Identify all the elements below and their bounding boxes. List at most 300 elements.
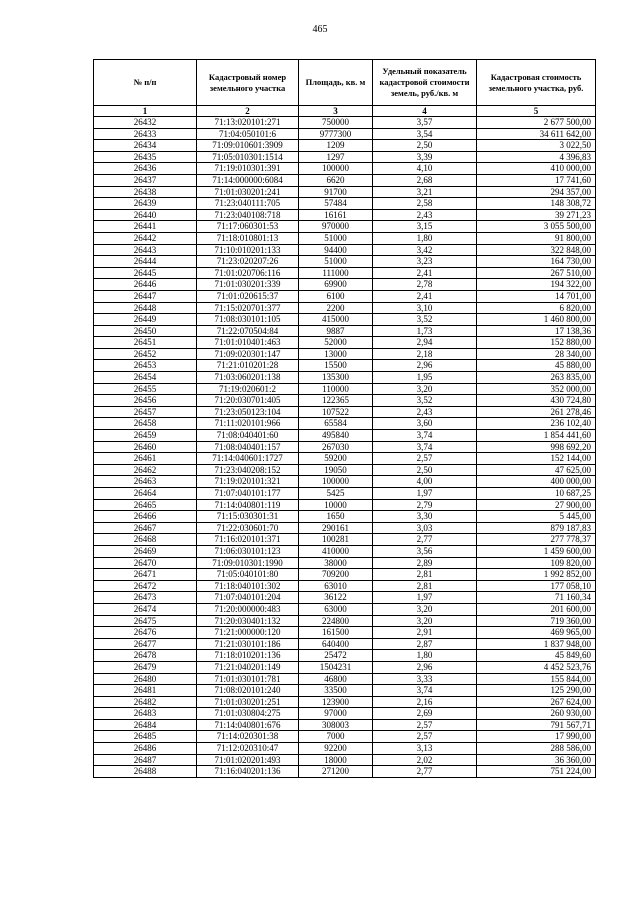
row-number-cell: 26480 [94, 673, 197, 685]
cadastral-value-cell: 277 778,37 [477, 534, 596, 546]
cadastral-value-cell: 719 360,00 [477, 615, 596, 627]
cadastral-value-cell: 201 600,00 [477, 603, 596, 615]
row-number-cell: 26440 [94, 209, 197, 221]
row-number-cell: 26448 [94, 302, 197, 314]
area-cell: 51000 [299, 256, 373, 268]
row-number-cell: 26468 [94, 534, 197, 546]
cadastral-value-cell: 4 396,83 [477, 151, 596, 163]
cadastral-id-cell: 71:19:010301:391 [197, 163, 299, 175]
table-row [94, 743, 596, 755]
area-cell: 100000 [299, 163, 373, 175]
col-header-number: № п/п [94, 60, 197, 106]
row-number-cell: 26447 [94, 290, 197, 302]
row-number-cell: 26456 [94, 395, 197, 407]
unit-value-cell: 2,96 [373, 661, 477, 673]
table-row [94, 731, 596, 743]
cadastral-value-cell: 6 820,00 [477, 302, 596, 314]
cadastral-value-cell: 17 990,00 [477, 731, 596, 743]
cadastral-value-cell: 39 271,23 [477, 209, 596, 221]
unit-value-cell: 2,41 [373, 290, 477, 302]
row-number-cell: 26441 [94, 221, 197, 233]
unit-value-cell: 3,23 [373, 256, 477, 268]
col-header-cadastral-id: Кадастровый номер земельного участка [197, 60, 299, 106]
unit-value-cell: 1,73 [373, 325, 477, 337]
table-body [94, 117, 596, 778]
row-number-cell: 26436 [94, 163, 197, 175]
unit-value-cell: 2,41 [373, 267, 477, 279]
column-index-row [94, 106, 596, 117]
table-row [94, 453, 596, 465]
table-row [94, 406, 596, 418]
table-row [94, 128, 596, 140]
cadastral-value-cell: 4 452 523,76 [477, 661, 596, 673]
table-row [94, 430, 596, 442]
cadastral-value-cell: 263 835,00 [477, 372, 596, 384]
table-row [94, 719, 596, 731]
cadastral-value-cell: 45 849,60 [477, 650, 596, 662]
area-cell: 410000 [299, 545, 373, 557]
cadastral-id-cell: 71:14:020301:38 [197, 731, 299, 743]
table-row [94, 151, 596, 163]
cadastral-value-cell: 791 567,71 [477, 719, 596, 731]
row-number-cell: 26488 [94, 766, 197, 778]
table-row [94, 476, 596, 488]
cadastral-id-cell: 71:11:020101:966 [197, 418, 299, 430]
area-cell: 52000 [299, 337, 373, 349]
cadastral-value-cell: 751 224,00 [477, 766, 596, 778]
unit-value-cell: 2,87 [373, 638, 477, 650]
cadastral-id-cell: 71:21:010201:28 [197, 360, 299, 372]
cadastral-value-cell: 194 322,00 [477, 279, 596, 291]
table-row [94, 348, 596, 360]
table-row [94, 696, 596, 708]
table-row [94, 117, 596, 129]
table-row [94, 569, 596, 581]
area-cell: 10000 [299, 499, 373, 511]
row-number-cell: 26476 [94, 627, 197, 639]
row-number-cell: 26445 [94, 267, 197, 279]
row-number-cell: 26439 [94, 198, 197, 210]
cadastral-id-cell: 71:01:010401:463 [197, 337, 299, 349]
cadastral-value-cell: 267 624,00 [477, 696, 596, 708]
unit-value-cell: 3,03 [373, 522, 477, 534]
cadastral-id-cell: 71:21:040201:149 [197, 661, 299, 673]
cadastral-id-cell: 71:15:020701:377 [197, 302, 299, 314]
area-cell: 100281 [299, 534, 373, 546]
unit-value-cell: 4,10 [373, 163, 477, 175]
cadastral-id-cell: 71:08:040401:157 [197, 441, 299, 453]
unit-value-cell: 3,13 [373, 743, 477, 755]
row-number-cell: 26486 [94, 743, 197, 755]
unit-value-cell: 3,60 [373, 418, 477, 430]
area-cell: 1650 [299, 511, 373, 523]
area-cell: 122365 [299, 395, 373, 407]
area-cell: 308003 [299, 719, 373, 731]
area-cell: 36122 [299, 592, 373, 604]
col-header-cadastral-value: Кадастровая стоимость земельного участка, руб. [477, 60, 596, 106]
row-number-cell: 26470 [94, 557, 197, 569]
table-row [94, 209, 596, 221]
area-cell: 290161 [299, 522, 373, 534]
unit-value-cell: 3,42 [373, 244, 477, 256]
cadastral-id-cell: 71:04:050101:6 [197, 128, 299, 140]
cadastral-id-cell: 71:07:040101:177 [197, 488, 299, 500]
row-number-cell: 26471 [94, 569, 197, 581]
cadastral-value-cell: 998 692,20 [477, 441, 596, 453]
row-number-cell: 26487 [94, 754, 197, 766]
cadastral-id-cell: 71:23:040208:152 [197, 464, 299, 476]
cadastral-value-cell: 10 687,25 [477, 488, 596, 500]
cadastral-value-cell: 177 058,10 [477, 580, 596, 592]
cadastral-id-cell: 71:14:040801:119 [197, 499, 299, 511]
table-row [94, 766, 596, 778]
area-cell: 16161 [299, 209, 373, 221]
table-row [94, 603, 596, 615]
col-header-area: Площадь, кв. м [299, 60, 373, 106]
table-row [94, 638, 596, 650]
col-index-1: 1 [94, 106, 197, 117]
area-cell: 415000 [299, 314, 373, 326]
cadastral-value-cell: 17 138,36 [477, 325, 596, 337]
table-row [94, 302, 596, 314]
area-cell: 92200 [299, 743, 373, 755]
cadastral-id-cell: 71:16:040201:136 [197, 766, 299, 778]
cadastral-value-cell: 148 308,72 [477, 198, 596, 210]
cadastral-value-cell: 17 741,60 [477, 174, 596, 186]
unit-value-cell: 3,10 [373, 302, 477, 314]
table-row [94, 650, 596, 662]
area-cell: 495840 [299, 430, 373, 442]
cadastral-id-cell: 71:18:010201:136 [197, 650, 299, 662]
table-row [94, 661, 596, 673]
row-number-cell: 26485 [94, 731, 197, 743]
table-row [94, 279, 596, 291]
cadastral-value-cell: 47 625,00 [477, 464, 596, 476]
table-row [94, 685, 596, 697]
area-cell: 123900 [299, 696, 373, 708]
unit-value-cell: 3,74 [373, 430, 477, 442]
unit-value-cell: 2,18 [373, 348, 477, 360]
row-number-cell: 26467 [94, 522, 197, 534]
table-row [94, 534, 596, 546]
cadastral-id-cell: 71:17:060301:53 [197, 221, 299, 233]
table-row [94, 140, 596, 152]
table-row [94, 360, 596, 372]
cadastral-id-cell: 71:01:020201:493 [197, 754, 299, 766]
table-row [94, 441, 596, 453]
row-number-cell: 26458 [94, 418, 197, 430]
row-number-cell: 26455 [94, 383, 197, 395]
unit-value-cell: 3,33 [373, 673, 477, 685]
unit-value-cell: 2,57 [373, 731, 477, 743]
cadastral-value-cell: 261 278,46 [477, 406, 596, 418]
cadastral-id-cell: 71:14:040601:1727 [197, 453, 299, 465]
table-row [94, 418, 596, 430]
cadastral-value-cell: 155 844,00 [477, 673, 596, 685]
cadastral-value-cell: 400 000,00 [477, 476, 596, 488]
unit-value-cell: 2,78 [373, 279, 477, 291]
cadastral-id-cell: 71:23:040108:718 [197, 209, 299, 221]
unit-value-cell: 2,79 [373, 499, 477, 511]
cadastral-value-cell: 1 459 600,00 [477, 545, 596, 557]
col-index-3: 3 [299, 106, 373, 117]
row-number-cell: 26438 [94, 186, 197, 198]
unit-value-cell: 2,77 [373, 534, 477, 546]
unit-value-cell: 3,15 [373, 221, 477, 233]
area-cell: 33500 [299, 685, 373, 697]
row-number-cell: 26435 [94, 151, 197, 163]
area-cell: 63010 [299, 580, 373, 592]
area-cell: 6620 [299, 174, 373, 186]
col-index-2: 2 [197, 106, 299, 117]
area-cell: 1504231 [299, 661, 373, 673]
cadastral-value-cell: 152 880,00 [477, 337, 596, 349]
area-cell: 1209 [299, 140, 373, 152]
unit-value-cell: 2,77 [373, 766, 477, 778]
row-number-cell: 26479 [94, 661, 197, 673]
unit-value-cell: 2,69 [373, 708, 477, 720]
cadastral-value-cell: 267 510,00 [477, 267, 596, 279]
row-number-cell: 26459 [94, 430, 197, 442]
table-row [94, 372, 596, 384]
area-cell: 51000 [299, 232, 373, 244]
unit-value-cell: 3,20 [373, 383, 477, 395]
row-number-cell: 26463 [94, 476, 197, 488]
header-row [94, 60, 596, 106]
table-row [94, 174, 596, 186]
cadastral-value-cell: 430 724,80 [477, 395, 596, 407]
table-row [94, 383, 596, 395]
cadastral-id-cell: 71:23:040111:705 [197, 198, 299, 210]
area-cell: 7000 [299, 731, 373, 743]
area-cell: 5425 [299, 488, 373, 500]
area-cell: 107522 [299, 406, 373, 418]
unit-value-cell: 2,02 [373, 754, 477, 766]
cadastral-id-cell: 71:21:030101:186 [197, 638, 299, 650]
table-row [94, 488, 596, 500]
cadastral-value-cell: 71 160,34 [477, 592, 596, 604]
cadastral-value-cell: 1 992 852,00 [477, 569, 596, 581]
row-number-cell: 26443 [94, 244, 197, 256]
area-cell: 59200 [299, 453, 373, 465]
table-row [94, 337, 596, 349]
row-number-cell: 26462 [94, 464, 197, 476]
cadastral-value-cell: 260 930,00 [477, 708, 596, 720]
cadastral-id-cell: 71:23:020207:26 [197, 256, 299, 268]
area-cell: 9777300 [299, 128, 373, 140]
unit-value-cell: 2,58 [373, 198, 477, 210]
cadastral-value-cell: 14 701,00 [477, 290, 596, 302]
area-cell: 135300 [299, 372, 373, 384]
unit-value-cell: 2,57 [373, 719, 477, 731]
unit-value-cell: 2,57 [373, 453, 477, 465]
cadastral-id-cell: 71:10:010201:133 [197, 244, 299, 256]
unit-value-cell: 2,96 [373, 360, 477, 372]
row-number-cell: 26454 [94, 372, 197, 384]
row-number-cell: 26481 [94, 685, 197, 697]
cadastral-value-cell: 3 055 500,00 [477, 221, 596, 233]
cadastral-id-cell: 71:08:020101:240 [197, 685, 299, 697]
area-cell: 750000 [299, 117, 373, 129]
cadastral-id-cell: 71:20:030701:405 [197, 395, 299, 407]
row-number-cell: 26450 [94, 325, 197, 337]
cadastral-value-cell: 34 611 642,00 [477, 128, 596, 140]
row-number-cell: 26469 [94, 545, 197, 557]
row-number-cell: 26477 [94, 638, 197, 650]
area-cell: 9887 [299, 325, 373, 337]
row-number-cell: 26446 [94, 279, 197, 291]
area-cell: 38000 [299, 557, 373, 569]
table-row [94, 522, 596, 534]
cadastral-id-cell: 71:01:030804:275 [197, 708, 299, 720]
cadastral-value-cell: 1 837 948,00 [477, 638, 596, 650]
cadastral-value-cell: 5 445,00 [477, 511, 596, 523]
unit-value-cell: 2,81 [373, 569, 477, 581]
area-cell: 100000 [299, 476, 373, 488]
unit-value-cell: 3,30 [373, 511, 477, 523]
cadastral-id-cell: 71:05:040101:80 [197, 569, 299, 581]
unit-value-cell: 2,16 [373, 696, 477, 708]
area-cell: 161500 [299, 627, 373, 639]
row-number-cell: 26474 [94, 603, 197, 615]
cadastral-value-cell: 28 340,00 [477, 348, 596, 360]
table-row [94, 244, 596, 256]
unit-value-cell: 3,56 [373, 545, 477, 557]
row-number-cell: 26466 [94, 511, 197, 523]
row-number-cell: 26478 [94, 650, 197, 662]
area-cell: 709200 [299, 569, 373, 581]
cadastral-id-cell: 71:01:030201:241 [197, 186, 299, 198]
unit-value-cell: 3,52 [373, 395, 477, 407]
table-row [94, 580, 596, 592]
row-number-cell: 26483 [94, 708, 197, 720]
table-row [94, 325, 596, 337]
row-number-cell: 26482 [94, 696, 197, 708]
cadastral-id-cell: 71:09:010301:1990 [197, 557, 299, 569]
unit-value-cell: 1,80 [373, 232, 477, 244]
cadastral-id-cell: 71:21:000000:120 [197, 627, 299, 639]
unit-value-cell: 3,39 [373, 151, 477, 163]
row-number-cell: 26442 [94, 232, 197, 244]
cadastral-id-cell: 71:14:000000:6084 [197, 174, 299, 186]
unit-value-cell: 1,97 [373, 488, 477, 500]
cadastral-id-cell: 71:07:040101:204 [197, 592, 299, 604]
row-number-cell: 26444 [94, 256, 197, 268]
row-number-cell: 26460 [94, 441, 197, 453]
cadastral-id-cell: 71:06:030101:123 [197, 545, 299, 557]
cadastral-id-cell: 71:12:020310:47 [197, 743, 299, 755]
unit-value-cell: 2,43 [373, 209, 477, 221]
cadastral-id-cell: 71:01:020615:37 [197, 290, 299, 302]
row-number-cell: 26475 [94, 615, 197, 627]
unit-value-cell: 3,54 [373, 128, 477, 140]
table-row [94, 314, 596, 326]
cadastral-id-cell: 71:14:040801:676 [197, 719, 299, 731]
unit-value-cell: 1,80 [373, 650, 477, 662]
unit-value-cell: 3,74 [373, 441, 477, 453]
cadastral-id-cell: 71:18:010801:13 [197, 232, 299, 244]
table-row [94, 267, 596, 279]
unit-value-cell: 3,52 [373, 314, 477, 326]
cadastral-id-cell: 71:15:030301:31 [197, 511, 299, 523]
cadastral-id-cell: 71:09:020301:147 [197, 348, 299, 360]
area-cell: 25472 [299, 650, 373, 662]
cadastral-value-cell: 288 586,00 [477, 743, 596, 755]
table-row [94, 290, 596, 302]
area-cell: 65584 [299, 418, 373, 430]
table-row [94, 198, 596, 210]
unit-value-cell: 1,97 [373, 592, 477, 604]
table-row [94, 163, 596, 175]
area-cell: 57484 [299, 198, 373, 210]
table-row [94, 708, 596, 720]
row-number-cell: 26465 [94, 499, 197, 511]
cadastral-id-cell: 71:01:030201:339 [197, 279, 299, 291]
row-number-cell: 26472 [94, 580, 197, 592]
area-cell: 271200 [299, 766, 373, 778]
table-row [94, 511, 596, 523]
unit-value-cell: 3,57 [373, 117, 477, 129]
area-cell: 111000 [299, 267, 373, 279]
row-number-cell: 26464 [94, 488, 197, 500]
area-cell: 110000 [299, 383, 373, 395]
table-row [94, 592, 596, 604]
unit-value-cell: 2,81 [373, 580, 477, 592]
area-cell: 640400 [299, 638, 373, 650]
cadastral-value-cell: 410 000,00 [477, 163, 596, 175]
cadastral-id-cell: 71:23:050123:104 [197, 406, 299, 418]
cadastral-value-cell: 3 022,50 [477, 140, 596, 152]
col-header-unit-value: Удельный показатель кадастровой стоимости земель, руб./кв. м [373, 60, 477, 106]
col-index-5: 5 [477, 106, 596, 117]
cadastral-value-cell: 294 357,00 [477, 186, 596, 198]
area-cell: 13000 [299, 348, 373, 360]
cadastral-id-cell: 71:01:020706:116 [197, 267, 299, 279]
area-cell: 224800 [299, 615, 373, 627]
row-number-cell: 26457 [94, 406, 197, 418]
row-number-cell: 26484 [94, 719, 197, 731]
area-cell: 18000 [299, 754, 373, 766]
cadastral-value-cell: 36 360,00 [477, 754, 596, 766]
row-number-cell: 26473 [94, 592, 197, 604]
table-row [94, 232, 596, 244]
row-number-cell: 26452 [94, 348, 197, 360]
unit-value-cell: 2,43 [373, 406, 477, 418]
cadastral-id-cell: 71:03:060201:138 [197, 372, 299, 384]
row-number-cell: 26432 [94, 117, 197, 129]
cadastral-id-cell: 71:18:040101:302 [197, 580, 299, 592]
unit-value-cell: 1,95 [373, 372, 477, 384]
table-row [94, 256, 596, 268]
area-cell: 1297 [299, 151, 373, 163]
cadastral-value-cell: 2 677 500,00 [477, 117, 596, 129]
row-number-cell: 26433 [94, 128, 197, 140]
unit-value-cell: 3,21 [373, 186, 477, 198]
unit-value-cell: 2,91 [373, 627, 477, 639]
area-cell: 15500 [299, 360, 373, 372]
row-number-cell: 26453 [94, 360, 197, 372]
area-cell: 69900 [299, 279, 373, 291]
row-number-cell: 26437 [94, 174, 197, 186]
cadastral-value-cell: 322 848,00 [477, 244, 596, 256]
cadastral-value-cell: 236 102,40 [477, 418, 596, 430]
area-cell: 267030 [299, 441, 373, 453]
table-row [94, 395, 596, 407]
cadastral-id-cell: 71:01:030101:781 [197, 673, 299, 685]
area-cell: 94400 [299, 244, 373, 256]
cadastral-id-cell: 71:16:020101:371 [197, 534, 299, 546]
cadastral-value-cell: 91 800,00 [477, 232, 596, 244]
